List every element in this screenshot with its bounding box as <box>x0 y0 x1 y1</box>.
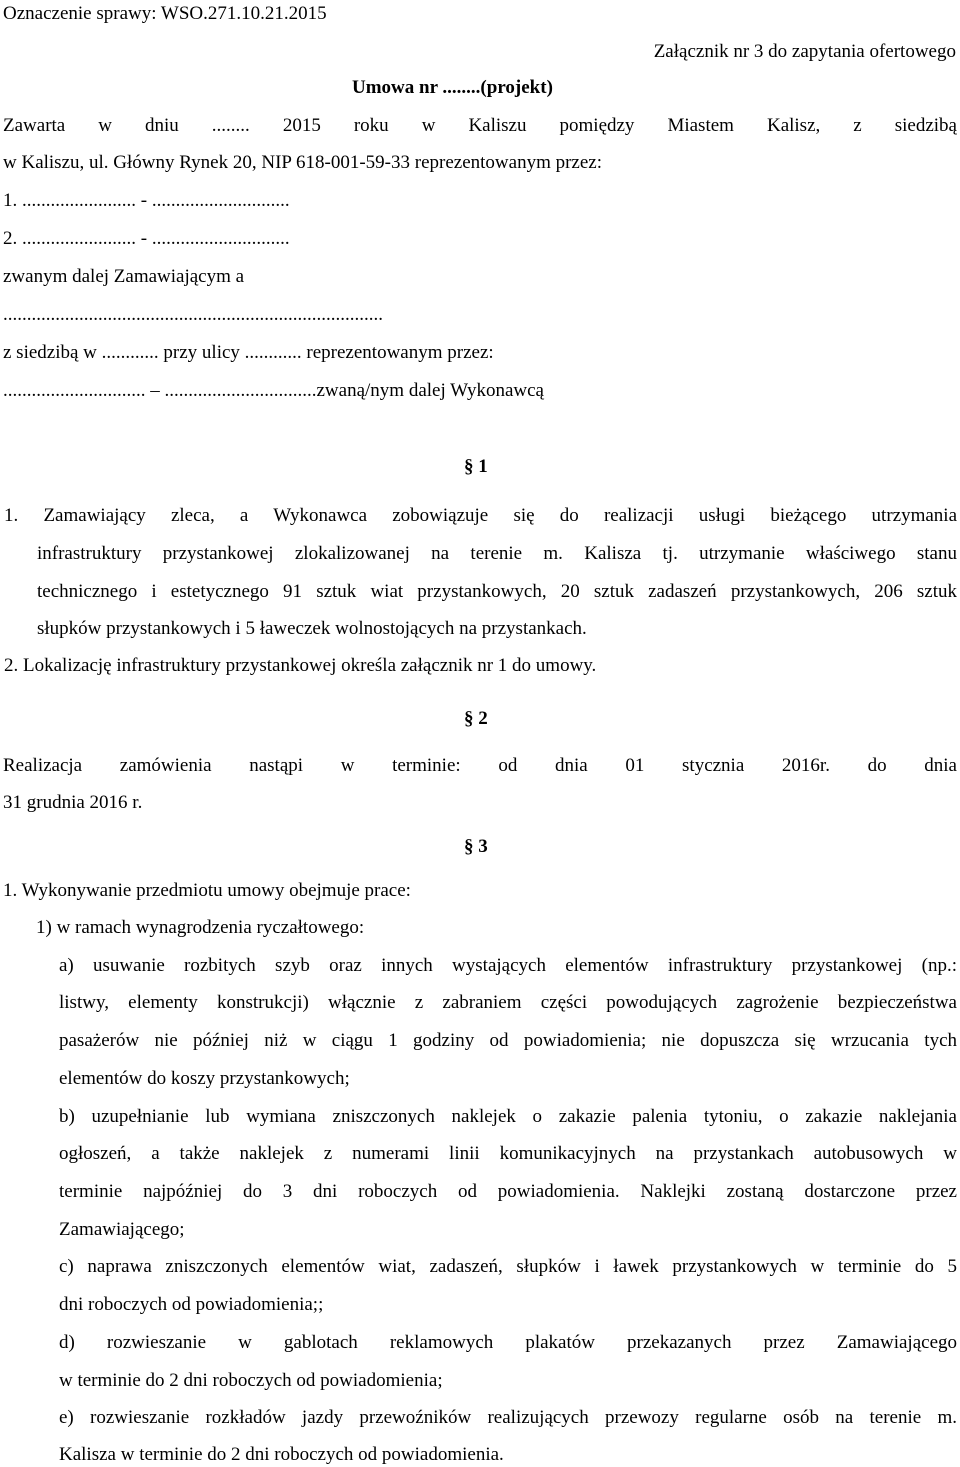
section-1-para-1-line-2: infrastruktury przystankowej zlokalizowanej na terenie m. Kalisza tj. utrzymanie właściwego stanu <box>37 543 957 564</box>
section-2-line-1: Realizacja zamówienia nastąpi w terminie: od dnia 01 stycznia 2016r. do dnia <box>3 755 957 776</box>
section-3-item-a-line-2: listwy, elementy konstrukcji) włącznie z zabraniem części powodujących zagrożenie bezpieczeństwa <box>59 992 957 1013</box>
parties-line-2: w Kaliszu, ul. Główny Rynek 20, NIP 618-001-59-33 reprezentowanym przez: <box>3 152 603 173</box>
section-3-item-e-line-2: Kalisza w terminie do 2 dni roboczych od powiadomienia. <box>59 1444 504 1465</box>
section-2-line-2: 31 grudnia 2016 r. <box>3 792 143 813</box>
section-1-para-1-line-4: słupków przystankowych i 5 ławeczek wolnostojących na przystankach. <box>37 618 587 639</box>
section-3-item-a-line-1: a) usuwanie rozbitych szyb oraz innych wystających elementów infrastruktury przystankowej (np.: <box>59 955 957 976</box>
contractor-seat: z siedzibą w ............ przy ulicy ............ reprezentowanym przez: <box>3 342 494 363</box>
case-reference: Oznaczenie sprawy: WSO.271.10.21.2015 <box>3 3 327 24</box>
section-1-para-1-line-3: technicznego i estetycznego 91 sztuk wiat przystankowych, 20 sztuk zadaszeń przystankowych, 206 sztuk <box>37 581 957 602</box>
section-3-item-1: 1) w ramach wynagrodzenia ryczałtowego: <box>36 917 365 938</box>
section-3-item-c-line-2: dni roboczych od powiadomienia;; <box>59 1294 324 1315</box>
section-1-heading: § 1 <box>464 456 488 477</box>
section-3-item-b-line-4: Zamawiającego; <box>59 1219 185 1240</box>
section-2-heading: § 2 <box>464 708 488 729</box>
contract-title: Umowa nr ........(projekt) <box>352 77 553 98</box>
section-3-item-b-line-2: ogłoszeń, a także naklejek z numerami linii komunikacyjnych na przystankach autobusowych w <box>59 1143 957 1164</box>
section-3-item-d-line-2: w terminie do 2 dni roboczych od powiadomienia; <box>59 1370 443 1391</box>
contractor-name-blank: ................................................................................ <box>3 304 383 325</box>
section-3-heading: § 3 <box>464 836 488 857</box>
representative-1: 1. ........................ - ............................. <box>3 190 290 211</box>
section-3-item-b-line-1: b) uzupełnianie lub wymiana zniszczonych naklejek o zakazie palenia tytoniu, o zakazie naklejania <box>59 1106 957 1127</box>
attachment-note: Załącznik nr 3 do zapytania ofertowego <box>653 41 956 62</box>
parties-line-1: Zawarta w dniu ........ 2015 roku w Kaliszu pomiędzy Miastem Kalisz, z siedzibą <box>3 115 957 136</box>
section-3-item-a-line-3: pasażerów nie później niż w ciągu 1 godziny od powiadomienia; nie dopuszcza się wrzucania tych <box>59 1030 957 1051</box>
section-3-item-a-line-4: elementów do koszy przystankowych; <box>59 1068 350 1089</box>
section-3-item-e-line-1: e) rozwieszanie rozkładów jazdy przewoźników realizujących przewozy regularne osób na terenie m. <box>59 1407 957 1428</box>
section-3-item-b-line-3: terminie najpóźniej do 3 dni roboczych od powiadomienia. Naklejki zostaną dostarczone przez <box>59 1181 957 1202</box>
section-3-item-c-line-1: c) naprawa zniszczonych elementów wiat, zadaszeń, słupków i ławek przystankowych w terminie do 5 <box>59 1256 957 1277</box>
representative-2: 2. ........................ - ............................. <box>3 228 290 249</box>
section-3-item-d-line-1: d) rozwieszanie w gablotach reklamowych plakatów przekazanych przez Zamawiającego <box>59 1332 957 1353</box>
client-alias: zwanym dalej Zamawiającym a <box>3 266 245 287</box>
section-1-para-1-line-1: 1. Zamawiający zleca, a Wykonawca zobowiązuje się do realizacji usługi bieżącego utrzymania <box>4 505 957 526</box>
section-3-para-1: 1. Wykonywanie przedmiotu umowy obejmuje prace: <box>3 880 411 901</box>
section-1-para-2: 2. Lokalizację infrastruktury przystankowej określa załącznik nr 1 do umowy. <box>4 655 597 676</box>
contractor-alias: .............................. – ................................zwaną/nym dalej Wykonawcą <box>3 380 544 401</box>
